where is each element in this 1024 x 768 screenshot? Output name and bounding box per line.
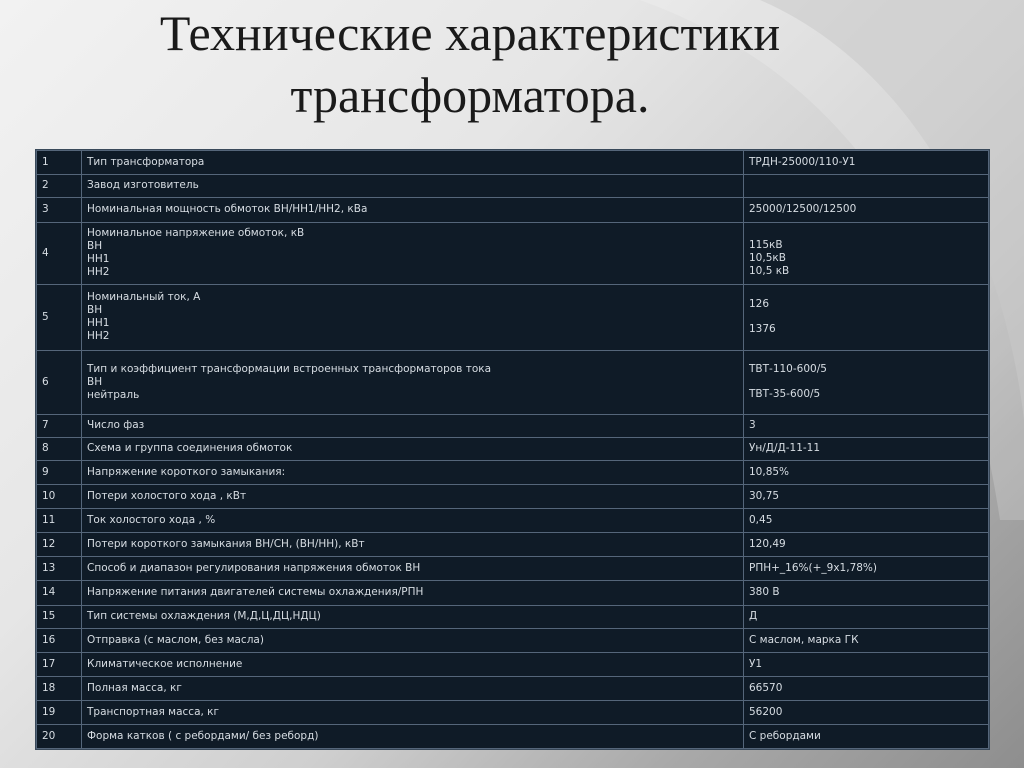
parameter-text: НН2 [87, 266, 110, 279]
parameter-cell [82, 437, 744, 461]
value-cell [744, 509, 989, 533]
table-row [37, 198, 989, 223]
value-text: 1376 [749, 323, 776, 336]
parameter-cell [82, 198, 744, 223]
parameter-cell [82, 415, 744, 438]
parameter-text: Климатическое исполнение [87, 657, 243, 670]
value-text: 115кВ [749, 238, 783, 251]
value-cell [744, 580, 989, 605]
value-text: 25000/12500/12500 [749, 203, 857, 216]
value-cell [744, 415, 989, 438]
table-row [37, 652, 989, 677]
value-text: С ребордами [749, 730, 821, 743]
row-number: 1 [37, 151, 82, 175]
table-row [37, 437, 989, 461]
row-number: 11 [37, 509, 82, 533]
parameter-text: Ток холостого хода , % [87, 514, 216, 527]
row-number: 16 [37, 629, 82, 653]
title-line-1: Технические характеристики [159, 5, 781, 61]
value-cell [744, 285, 989, 351]
row-number: 4 [37, 222, 82, 284]
value-text: Ун/Д/Д-11-11 [749, 442, 821, 455]
parameter-text: нейтраль [87, 388, 140, 401]
parameter-text: Завод изготовитель [87, 179, 199, 192]
value-text: 10,5 кВ [749, 264, 790, 277]
parameter-cell [82, 509, 744, 533]
row-number: 6 [37, 350, 82, 415]
value-cell [744, 198, 989, 223]
parameter-cell [82, 652, 744, 677]
table-row [37, 350, 989, 415]
value-cell [744, 437, 989, 461]
parameter-text: ВН [87, 375, 103, 388]
parameter-text: Форма катков ( с ребордами/ без реборд) [87, 730, 319, 743]
parameter-cell [82, 725, 744, 749]
parameter-cell [82, 700, 744, 725]
row-number: 15 [37, 605, 82, 629]
value-text: ТРДН-25000/110-У1 [749, 155, 856, 168]
table-row [37, 580, 989, 605]
value-text: ТВТ-35-600/5 [749, 388, 821, 401]
table-row [37, 629, 989, 653]
parameter-text: Номинальный ток, А [87, 291, 201, 304]
parameter-cell [82, 350, 744, 415]
parameter-text: Число фаз [87, 419, 145, 432]
value-cell [744, 605, 989, 629]
row-number: 2 [37, 174, 82, 198]
value-text: 66570 [749, 681, 783, 694]
table-row [37, 285, 989, 351]
value-cell [744, 222, 989, 284]
value-text: 0,45 [749, 514, 773, 527]
value-cell [744, 174, 989, 198]
value-text: 30,75 [749, 490, 780, 503]
value-cell [744, 677, 989, 701]
row-number: 13 [37, 557, 82, 581]
value-cell [744, 461, 989, 485]
row-number: 17 [37, 652, 82, 677]
parameter-text: Напряжение питания двигателей системы охлаждения/РПН [87, 586, 424, 599]
parameter-cell [82, 151, 744, 175]
value-text: 120,49 [749, 538, 786, 551]
parameter-cell [82, 557, 744, 581]
row-number: 9 [37, 461, 82, 485]
value-cell [744, 700, 989, 725]
value-cell [744, 350, 989, 415]
table-row [37, 151, 989, 175]
parameter-text: Потери холостого хода , кВт [87, 490, 247, 503]
parameter-cell [82, 677, 744, 701]
row-number: 3 [37, 198, 82, 223]
value-text: С маслом, марка ГК [749, 633, 859, 646]
parameter-text: Способ и диапазон регулирования напряжения обмоток ВН [87, 562, 421, 575]
table-row [37, 725, 989, 749]
slide-title [0, 2, 940, 126]
table-row [37, 461, 989, 485]
row-number: 8 [37, 437, 82, 461]
parameter-text: Номинальное напряжение обмоток, кВ [87, 227, 305, 240]
table-row [37, 700, 989, 725]
value-text: Д [749, 610, 758, 623]
parameter-cell [82, 285, 744, 351]
parameter-cell [82, 629, 744, 653]
parameter-text: НН2 [87, 330, 110, 343]
parameter-text: Тип системы охлаждения (М,Д,Ц,ДЦ,НДЦ) [87, 610, 321, 623]
parameter-cell [82, 174, 744, 198]
parameter-cell [82, 461, 744, 485]
parameter-text: Тип и коэффициент трансформации встроенных трансформаторов тока [87, 362, 492, 375]
value-text: 10,85% [749, 465, 790, 478]
parameter-cell [82, 580, 744, 605]
value-text: РПН+_16%(+_9х1,78%) [749, 562, 877, 575]
parameter-text: Напряжение короткого замыкания: [87, 465, 286, 478]
row-number: 18 [37, 677, 82, 701]
parameter-text: Потери короткого замыкания ВН/СН, (ВН/НН), кВт [87, 538, 365, 551]
parameter-cell [82, 605, 744, 629]
value-cell [744, 484, 989, 509]
parameter-text: ВН [87, 240, 103, 253]
parameter-text: НН1 [87, 317, 110, 330]
value-text: У1 [749, 657, 763, 670]
table-row [37, 677, 989, 701]
parameter-text: Полная масса, кг [87, 681, 182, 694]
value-text: 380 В [749, 586, 780, 599]
table-row [37, 222, 989, 284]
value-cell [744, 532, 989, 557]
value-text: ТВТ-110-600/5 [749, 363, 827, 376]
table-row [37, 532, 989, 557]
parameter-cell [82, 222, 744, 284]
row-number: 10 [37, 484, 82, 509]
table-row [37, 484, 989, 509]
value-text: 3 [749, 419, 756, 432]
parameter-text: Отправка (с маслом, без масла) [87, 633, 264, 646]
parameter-text: Тип трансформатора [87, 155, 205, 168]
parameter-text: НН1 [87, 253, 110, 266]
parameter-cell [82, 484, 744, 509]
value-cell [744, 557, 989, 581]
value-cell [744, 629, 989, 653]
parameter-text: ВН [87, 304, 103, 317]
parameter-text: Транспортная масса, кг [87, 706, 220, 719]
value-text: 126 [749, 298, 770, 311]
row-number: 5 [37, 285, 82, 351]
table-row [37, 557, 989, 581]
parameter-cell [82, 532, 744, 557]
value-cell [744, 725, 989, 749]
row-number: 12 [37, 532, 82, 557]
value-cell [744, 652, 989, 677]
value-cell [744, 151, 989, 175]
title-line-2: трансформатора. [290, 67, 650, 123]
table-row [37, 174, 989, 198]
specs-table [35, 149, 990, 750]
table-row [37, 605, 989, 629]
value-text: 10,5кВ [749, 251, 786, 264]
row-number: 7 [37, 415, 82, 438]
parameter-text: Номинальная мощность обмоток ВН/НН1/НН2, кВа [87, 203, 368, 216]
row-number: 20 [37, 725, 82, 749]
row-number: 19 [37, 700, 82, 725]
row-number: 14 [37, 580, 82, 605]
table-row [37, 509, 989, 533]
parameter-text: Схема и группа соединения обмоток [87, 442, 293, 455]
value-text: 56200 [749, 706, 783, 719]
table-row [37, 415, 989, 438]
